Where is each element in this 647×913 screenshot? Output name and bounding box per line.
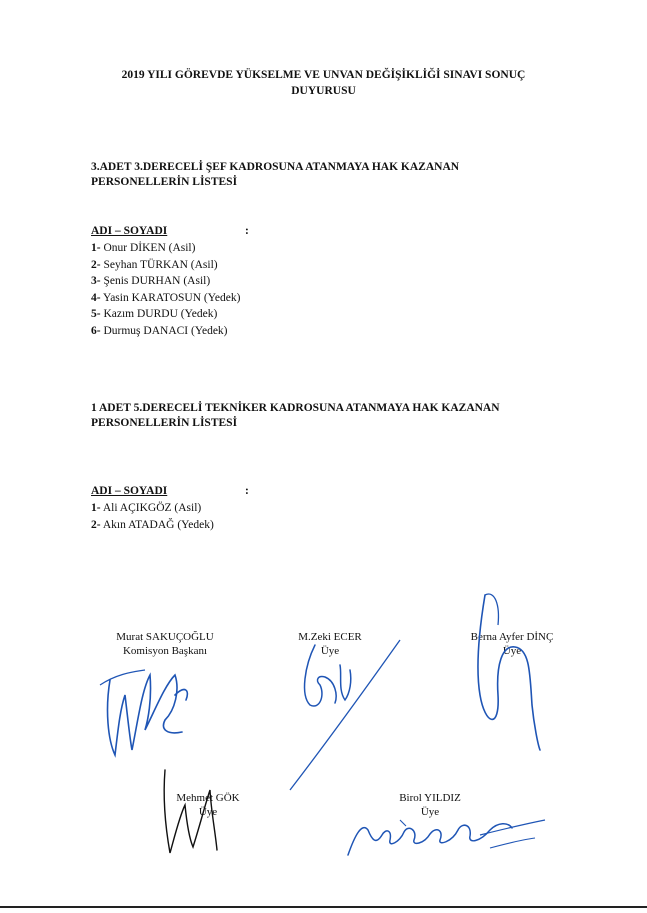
signatory-role: Üye [320, 645, 340, 657]
document-title-line-1: 2019 YILI GÖREVDE YÜKSELME VE UNVAN DEĞİŞİKLİĞİ SINAVI SONUÇ [121, 69, 526, 81]
signatory-name: Berna Ayfer DİNÇ [470, 631, 554, 643]
list-item: 1- Onur DİKEN (Asil) [91, 242, 196, 254]
page-bottom-edge [0, 906, 647, 908]
signature-murat-sakucoglu [90, 640, 210, 770]
list-item: 6- Durmuş DANACI (Yedek) [91, 324, 228, 337]
signatory-role: Üye [198, 806, 218, 818]
section-2-personnel-list [91, 500, 214, 533]
list-item: 2- Akın ATADAĞ (Yedek) [91, 518, 214, 531]
signatory-name: Mehmet GÖK [176, 792, 240, 804]
list-item: 5- Kazım DURDU (Yedek) [91, 308, 218, 321]
signatory-role: Üye [502, 645, 522, 657]
signature-mehmet-gok [155, 765, 235, 860]
section-1-column-header [91, 225, 271, 237]
section-2-column-header [91, 485, 271, 497]
column-header-label: ADI – SOYADI [91, 225, 168, 237]
signatory-role: Üye [420, 806, 440, 818]
section-1-heading-line-1: 3.ADET 3.DERECELİ ŞEF KADROSUNA ATANMAYA HAK KAZANAN [91, 161, 460, 173]
document-title-line-2: DUYURUSU [291, 85, 356, 97]
list-item: 3- Şenis DURHAN (Asil) [91, 275, 211, 288]
column-header-colon: : [245, 485, 249, 497]
column-header-label: ADI – SOYADI [91, 485, 168, 497]
signatory-role: Komisyon Başkanı [122, 645, 208, 657]
section-1-personnel-list [91, 240, 240, 340]
signatory-name: Murat SAKUÇOĞLU [116, 631, 214, 643]
column-header-colon: : [245, 225, 249, 237]
list-item: 1- Ali AÇIKGÖZ (Asil) [91, 502, 202, 514]
signatory-name: M.Zeki ECER [298, 631, 362, 643]
signatory-name: Birol YILDIZ [399, 792, 461, 804]
section-2-heading-line-1: 1 ADET 5.DERECELİ TEKNİKER KADROSUNA ATANMAYA HAK KAZANAN [91, 402, 500, 414]
list-item: 2- Seyhan TÜRKAN (Asil) [91, 258, 218, 271]
section-2-heading-line-2: PERSONELLERİN LİSTESİ [91, 417, 238, 429]
signature-birol-yildiz [340, 800, 550, 870]
section-1-heading-line-2: PERSONELLERİN LİSTESİ [91, 176, 238, 188]
list-item: 4- Yasin KARATOSUN (Yedek) [91, 291, 241, 304]
signature-m-zeki-ecer [280, 615, 410, 795]
signature-berna-ayfer-dinc [460, 585, 560, 755]
